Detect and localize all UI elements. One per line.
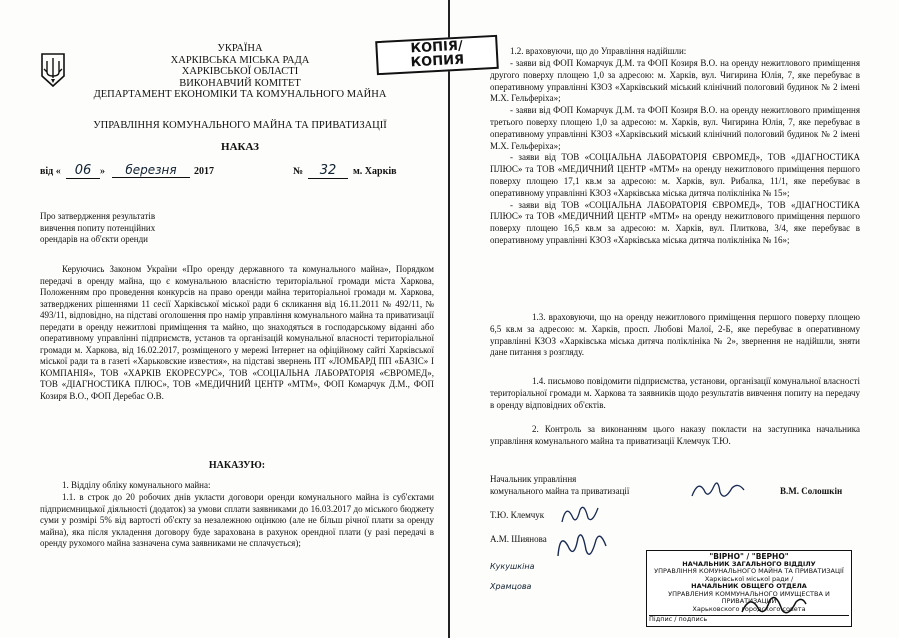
right-page (410, 0, 899, 638)
date-month: березня (112, 163, 190, 178)
paragraph-1-3: 1.3. враховуючи, що на оренду нежитлового приміщення першого поверху площею 6,5 кв.м за адресою: м. Харків, просп. Любові Малої, 2-Б, яке перебуває в оперативному управлінні КЗОЗ «Харківська міська дитяча поліклініка № 2», звернення не надійшли, зняти дане питання з розгляду. (490, 312, 860, 358)
note-kukushkina: Кукушкіна (490, 562, 535, 571)
header-line: ВИКОНАВЧИЙ КОМІТЕТ (179, 77, 301, 89)
order-word: НАКАЗУЮ: (208, 460, 266, 471)
signer-title-line: Начальник управління (490, 474, 577, 484)
signature-icon (688, 476, 748, 506)
paragraph-1-2-intro: 1.2. враховуючи, що до Управління надійшли: (510, 46, 687, 56)
header-line: УКРАЇНА (217, 43, 263, 54)
signer-title (490, 474, 710, 497)
stamp-line: Підпис / подпись (649, 615, 849, 624)
approver-name: Т.Ю. Клемчук (490, 510, 545, 520)
order-number: 32 (308, 163, 348, 179)
subject-line: вивчення попиту потенційних (40, 222, 156, 233)
date-year: 2017 (194, 166, 214, 177)
stamp-line: "ВІРНО" / "ВЕРНО" (709, 552, 789, 561)
list-item: - заяви від ТОВ «СОЦІАЛЬНА ЛАБОРАТОРІЯ ЄВРОМЕД», ТОВ «ДІАГНОСТИКА ПЛЮС» та ТОВ «МЕДИЧНИЙ ЦЕНТР «МТМ» на оренду нежитлового приміщення першого поверху площею 17,1 кв.м за адресою: м. Харків, вул. Рибалка, 11/1, яке перебуває в оперативному управлінні КЗОЗ «Харківська міська дитяча поліклініка № 15»; (490, 152, 860, 198)
paragraph-1-4: 1.4. письмово повідомити підприємства, установи, організації комунальної власності територіальної громади м. Харкова та заявників щодо результатів вивчення попиту на передачу в оренду відповідних об'єктів. (490, 376, 860, 410)
bullet-list (490, 58, 860, 247)
paragraph-1-1: 1.1. в строк до 20 робочих днів укласти договори оренди комунального майна із суб'єктами підприємницької діяльності (додаток) за умови сплати заявниками до 16.03.2017 до міського бюджету суми у розмірі 5% від вартості об'єкту за незалежною оцінкою (але не більш річної плати за оренду майна), яка після укладення договору буде зарахована в рахунок орендної плати (у разі передачі в оренду рухомого майна зазначена сума заявниками не сплачується); (40, 492, 434, 548)
signer-title-line: комунального майна та приватизації (490, 485, 630, 496)
approver-name: А.М. Шиянова (490, 534, 547, 544)
copy-stamp-bottom: КОПИЯ (410, 52, 465, 71)
stamp-line: Харьковского городского совета (692, 604, 806, 613)
preamble: Керуючись Законом України «Про оренду державного та комунального майна», Порядком передачі в оренду майна, що є комунальною власністю територіальної громади міста Харкова, Положенням про проведення конкурсів на право оренди майна територіальної громади м. Харкова, затверджених рішеннями 11 сесії Харківської міської ради 6 скликання від 16.11.2011 № 492/11, № 493/11, відповідно, на підставі оголошення про намір управління комунального майна та приватизації передати в оренду нежитлові приміщення та майно, що знаходяться в господарському віданні або оперативному управлінні підприємств, установ та організацій комунальної власності територіальної громади м. Харкова, від 16.02.2017, розміщеного у мережі Інтернет на офіційному сайті Харківської міської ради та в газеті «Харьковские известия», на підставі звернень ПТ «ЛОМБАРД ПП «БАЗІС» І КОМПАНІЯ», ТОВ «ХАРКІВ ЕКОРЕСУРС», ТОВ «СОЦІАЛЬНА ЛАБОРАТОРІЯ «ЄВРОМЕД», ТОВ «ДІАГНОСТИКА ПЛЮС», ТОВ «МЕДИЧНИЙ ЦЕНТР «МТМ», ФОП Комарчук Д.М., ФОП Козиря В.О., ФОП Деребас О.В. (40, 264, 434, 401)
signature-icon (554, 526, 610, 566)
subject-block (40, 211, 240, 246)
number-prefix: № (293, 166, 304, 177)
subject-line: орендарів на об'єкти оренди (40, 234, 148, 244)
date-prefix: від « (40, 166, 61, 177)
stamp-line: Харківської міської ради / (704, 574, 794, 583)
paragraph-1: 1. Відділу обліку комунального майна: (62, 480, 211, 490)
date-mid: » (100, 166, 105, 177)
stamp-line: НАЧАЛЬНИК ЗАГАЛЬНОГО ВІДДІЛУ (682, 559, 816, 568)
date-number-line (40, 164, 440, 180)
copy-stamp (375, 35, 499, 75)
header-line: ДЕПАРТАМЕНТ ЕКОНОМІКИ ТА КОМУНАЛЬНОГО МАЙНА (93, 89, 387, 100)
stamp-line: УПРАВЛЕНИЯ КОММУНАЛЬНОГО ИМУЩЕСТВА И ПРИВАТИЗАЦИИ (668, 589, 830, 605)
header-line: ХАРКІВСЬКОЇ ОБЛАСТІ (181, 66, 299, 77)
department-title: УПРАВЛІННЯ КОМУНАЛЬНОГО МАЙНА ТА ПРИВАТИЗАЦІЇ (93, 120, 387, 131)
doc-type: НАКАЗ (221, 141, 259, 153)
list-item: - заяви від ФОП Комарчук Д.М. та ФОП Козиря В.О. на оренду нежитлового приміщення третього поверху площею 1,0 за адресою: м. Харків, вул. Чигирина Юлія, 7, яке перебуває в оперативному управлінні КЗОЗ «Харківський міський клінічний пологовий будинок № 2 імені М.Х. Гельферіха»; (490, 105, 860, 151)
note-khramtsova: Храмцова (490, 582, 532, 591)
stamp-line: УПРАВЛІННЯ КОМУНАЛЬНОГО МАЙНА ТА ПРИВАТИЗАЦІЇ (654, 567, 844, 575)
city: м. Харків (353, 166, 397, 177)
list-item: - заяви від ФОП Комарчук Д.М. та ФОП Козиря В.О. на оренду нежитлового приміщення другого поверху площею 1,0 за адресою: м. Харків, вул. Чигирина Юлія, 7, яке перебуває в оперативному управлінні КЗОЗ «Харківський міський клінічний пологовий будинок № 2 імені М.Х. Гельферіха»; (490, 58, 860, 104)
list-item: - заяви від ТОВ «СОЦІАЛЬНА ЛАБОРАТОРІЯ ЄВРОМЕД», ТОВ «ДІАГНОСТИКА ПЛЮС» та ТОВ «МЕДИЧНИЙ ЦЕНТР «МТМ» на оренду нежитлового приміщення першого поверху площею 16,5 кв.м за адресою: м. Харків, вул. Плиткова, 3/4, яке перебуває в оперативному управлінні КЗОЗ «Харківська міська дитяча поліклініка № 16»; (490, 199, 860, 245)
paragraph-2: 2. Контроль за виконанням цього наказу покласти на заступника начальника управління комунального майна та приватизації Клемчук Т.Ю. (490, 424, 860, 446)
copy-stamp-top: КОПІЯ/ (410, 38, 464, 57)
date-day: 06 (66, 163, 100, 179)
left-page (0, 0, 449, 638)
subject-line: Про затвердження результатів (40, 211, 156, 221)
signer-name: В.М. Солошкін (780, 486, 843, 496)
stamp-line: НАЧАЛЬНИК ОБЩЕГО ОТДЕЛА (691, 582, 807, 590)
signature-icon (738, 592, 810, 620)
header-line: ХАРКІВСЬКА МІСЬКА РАДА (170, 54, 310, 66)
